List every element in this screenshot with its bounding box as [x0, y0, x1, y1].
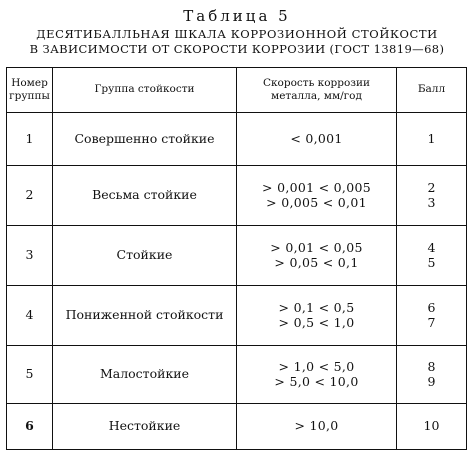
group-number-cell: 1: [7, 113, 53, 166]
score-value: 5: [427, 254, 436, 270]
score-cell: [397, 346, 467, 404]
corrosion-rate-cell: [237, 404, 397, 450]
resistance-group-cell: Нестойкие: [53, 404, 237, 450]
header-corrosion-rate: [237, 68, 397, 113]
score-value: 1: [427, 130, 436, 146]
corrosion-rate-cell: [237, 166, 397, 226]
header-resistance-group: Группа стойкости: [53, 68, 237, 113]
corrosion-rate-value: < 0,001: [290, 130, 343, 146]
corrosion-rate-value: > 0,5 < 1,0: [278, 314, 355, 330]
score-value: 6: [427, 300, 436, 316]
corrosion-rate-value: > 0,01 < 0,05: [270, 240, 363, 256]
corrosion-rate-cell: [237, 113, 397, 166]
corrosion-rate-value: > 0,05 < 0,1: [274, 254, 359, 270]
score-value: 8: [427, 359, 436, 375]
score-cell: [397, 166, 467, 226]
resistance-group-cell: Малостойкие: [53, 346, 237, 404]
score-value: 10: [423, 418, 440, 434]
header-corrosion-rate-line1: Скорость коррозии: [262, 76, 371, 89]
score-value: 3: [427, 194, 436, 210]
score-value: 9: [427, 373, 436, 389]
resistance-group-cell: Стойкие: [53, 226, 237, 286]
corrosion-rate-cell: [237, 286, 397, 346]
table-title-line2: В ЗАВИСИМОСТИ ОТ СКОРОСТИ КОРРОЗИИ (ГОСТ 13819—68): [29, 42, 445, 56]
score-cell: [397, 113, 467, 166]
header-corrosion-rate-line2: металла, мм/год: [271, 90, 362, 102]
group-number-cell: 2: [7, 166, 53, 226]
corrosion-rate-value: > 1,0 < 5,0: [278, 359, 355, 375]
header-group-number-line2: группы: [9, 90, 50, 102]
table-row: [7, 166, 467, 226]
table-row: [7, 346, 467, 404]
header-group-number-line1: Номер: [11, 76, 48, 89]
resistance-group-cell: Пониженной стойкости: [53, 286, 237, 346]
resistance-group-cell: Совершенно стойкие: [53, 113, 237, 166]
table-title-line1: ДЕСЯТИБАЛЛЬНАЯ ШКАЛА КОРРОЗИОННОЙ СТОЙКОСТИ: [36, 27, 438, 41]
table-header-row: [7, 68, 467, 113]
score-value: 7: [427, 314, 436, 330]
group-number-cell: 3: [7, 226, 53, 286]
resistance-group-cell: Весьма стойкие: [53, 166, 237, 226]
score-cell: [397, 404, 467, 450]
corrosion-rate-value: > 0,005 < 0,01: [266, 194, 367, 210]
corrosion-rate-value: > 0,001 < 0,005: [262, 180, 371, 196]
corrosion-rate-value: > 10,0: [294, 418, 339, 434]
group-number-cell: 6: [7, 404, 53, 450]
corrosion-rate-value: > 0,1 < 0,5: [278, 300, 355, 316]
group-number-cell: 4: [7, 286, 53, 346]
table-row: [7, 286, 467, 346]
score-value: 2: [427, 180, 436, 196]
score-cell: [397, 226, 467, 286]
table-number: Таблица 5: [183, 7, 291, 25]
corrosion-scale-table: [6, 67, 467, 450]
corrosion-rate-cell: [237, 226, 397, 286]
table-row: [7, 226, 467, 286]
table-row: [7, 113, 467, 166]
header-score: Балл: [397, 68, 467, 113]
score-cell: [397, 286, 467, 346]
table-row: [7, 404, 467, 450]
corrosion-rate-value: > 5,0 < 10,0: [274, 373, 359, 389]
header-group-number: [7, 68, 53, 113]
group-number-cell: 5: [7, 346, 53, 404]
score-value: 4: [427, 240, 436, 256]
corrosion-rate-cell: [237, 346, 397, 404]
